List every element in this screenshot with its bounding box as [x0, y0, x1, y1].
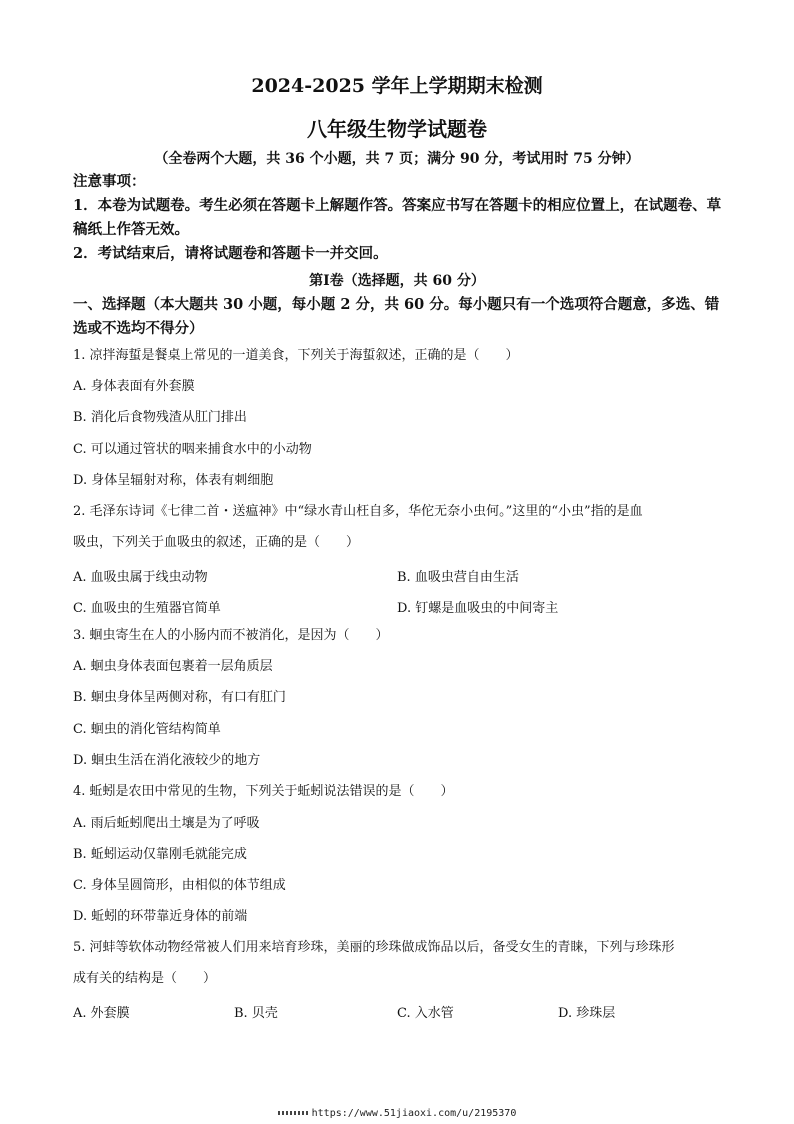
question-3-stem: 3. 蛔虫寄生在人的小肠内而不被消化，是因为（ ）	[73, 628, 389, 643]
question-3-option-a: A. 蛔虫身体表面包裹着一层角质层	[73, 659, 273, 674]
question-3-option-b: B. 蛔虫身体呈两侧对称，有口有肛门	[73, 690, 286, 705]
footer-watermark	[0, 1108, 794, 1119]
question-2-option-d: D. 钉螺是血吸虫的中间寄主	[397, 601, 559, 616]
question-1-stem: 1. 凉拌海蜇是餐桌上常见的一道美食，下列关于海蜇叙述，正确的是（ ）	[73, 348, 519, 363]
question-4-option-d: D. 蚯蚓的环带靠近身体的前端	[73, 909, 248, 924]
question-3-option-c: C. 蛔虫的消化管结构简单	[73, 722, 221, 737]
question-3-option-d: D. 蛔虫生活在消化液较少的地方	[73, 753, 261, 768]
exam-info-note: （全卷两个大题，共 36 个小题，共 7 页；满分 90 分，考试用时 75 分钟）	[154, 151, 640, 167]
question-5-option-d: D. 珍珠层	[558, 1006, 616, 1021]
question-2-stem-line-1: 2. 毛泽东诗词《七律二首・送瘟神》中“绿水青山枉自多，华佗无奈小虫何。”这里的“小虫”指的是血	[73, 504, 643, 519]
question-5-option-a: A. 外套膜	[73, 1006, 130, 1021]
question-4-option-c: C. 身体呈圆筒形，由相似的体节组成	[73, 878, 286, 893]
question-2-stem-line-2: 吸虫，下列关于血吸虫的叙述，正确的是（ ）	[73, 535, 360, 550]
question-5-stem-line-1: 5. 河蚌等软体动物经常被人们用来培育珍珠，美丽的珍珠做成饰品以后，备受女生的青睐，下列与珍珠形	[73, 940, 675, 955]
notice-item-2: 2．考试结束后，请将试题卷和答题卡一并交回。	[73, 245, 388, 262]
question-1-option-d: D. 身体呈辐射对称，体表有刺细胞	[73, 473, 274, 488]
watermark-logo	[278, 1111, 308, 1115]
part-title: 第Ⅰ卷（选择题，共 60 分）	[309, 273, 485, 289]
question-4-option-a: A. 雨后蚯蚓爬出土壤是为了呼吸	[73, 816, 260, 831]
question-2-option-a: A. 血吸虫属于线虫动物	[73, 570, 208, 585]
notice-item-1: 1．本卷为试题卷。考生必须在答题卡上解题作答。答案应书写在答题卡的相应位置上，在试题卷、草稿纸上作答无效。	[73, 197, 722, 238]
question-2-option-c: C. 血吸虫的生殖器官简单	[73, 601, 221, 616]
section-heading: 一、选择题（本大题共 30 小题，每小题 2 分，共 60 分。每小题只有一个选项符合题意，多选、错选或不选均不得分）	[73, 296, 720, 337]
question-4-stem: 4. 蚯蚓是农田中常见的生物，下列关于蚯蚓说法错误的是（ ）	[73, 784, 454, 799]
question-4-option-b: B. 蚯蚓运动仅靠刚毛就能完成	[73, 847, 247, 862]
notice-heading: 注意事项：	[73, 173, 146, 190]
question-5-option-c: C. 入水管	[397, 1006, 454, 1021]
question-5-option-b: B. 贝壳	[234, 1006, 278, 1021]
question-1-option-a: A. 身体表面有外套膜	[73, 379, 195, 394]
question-2-option-b: B. 血吸虫营自由生活	[397, 570, 519, 585]
question-1-option-c: C. 可以通过管状的咽来捕食水中的小动物	[73, 442, 312, 457]
page-title: 2024-2025 学年上学期期末检测	[251, 75, 543, 97]
page-subtitle: 八年级生物学试题卷	[307, 117, 487, 141]
question-5-stem-line-2: 成有关的结构是（ ）	[73, 971, 217, 986]
question-1-option-b: B. 消化后食物残渣从肛门排出	[73, 410, 247, 425]
footer-url: https://www.51jiaoxi.com/u/2195370	[311, 1108, 517, 1119]
